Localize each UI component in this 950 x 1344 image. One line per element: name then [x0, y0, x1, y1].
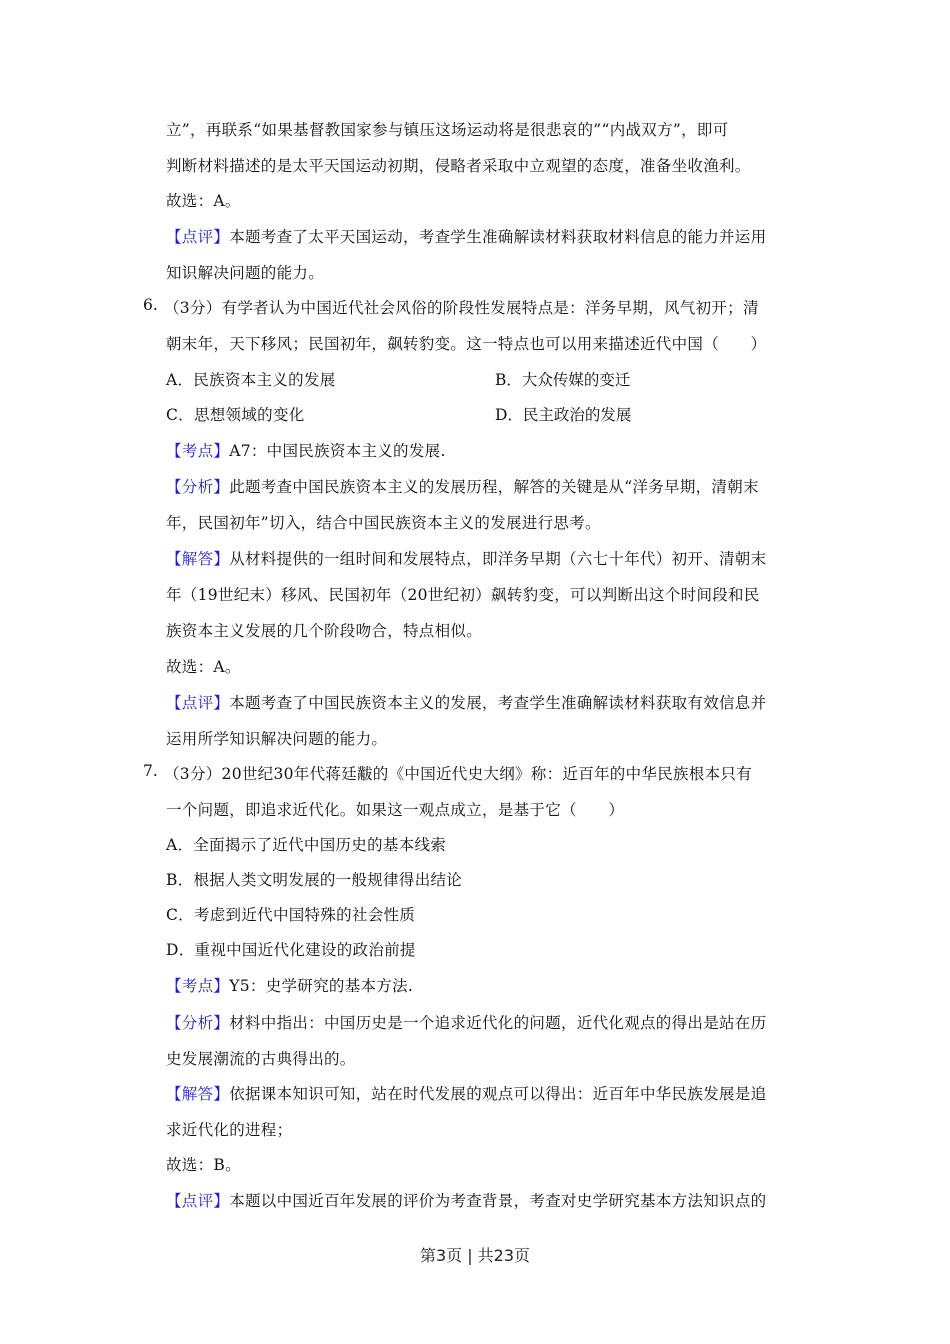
q6-fenxi: 【分析】此题考查中国民族资本主义的发展历程，解答的关键是从“洋务早期，清朝末 [166, 478, 759, 496]
q7-dianping: 【点评】本题以中国近百年发展的评价为考查背景，考查对史学研究基本方法知识点的 [166, 1192, 767, 1210]
q7-option-d: D．重视中国近代化建设的政治前提 [166, 941, 416, 959]
fenxi-tag: 【分析】 [166, 1014, 230, 1032]
q5-comment-line: 知识解决问题的能力。 [166, 264, 325, 282]
q6-stem: 朝末年，天下移风；民国初年，飙转豹变。这一特点也可以用来描述近代中国（ ） [166, 335, 767, 353]
q7-option-b: B．根据人类文明发展的一般规律得出结论 [166, 871, 463, 889]
kaodian-tag: 【考点】 [166, 977, 230, 995]
q5-text-line: 立”，再联系“如果基督教国家参与镇压这场运动将是很悲哀的”“内战双方”，即可 [166, 121, 729, 139]
jieda-tag: 【解答】 [166, 1085, 230, 1103]
q7-stem: 一个问题，即追求近代化。如果这一观点成立，是基于它（ ） [166, 801, 625, 819]
fenxi-tag: 【分析】 [166, 478, 230, 496]
page-footer: 第3页 | 共23页 [419, 1246, 531, 1265]
q6-option-d: D．民主政治的发展 [495, 406, 632, 424]
q5-comment: 【点评】本题考查了太平天国运动，考查学生准确解读材料获取材料信息的能力并运用 [166, 228, 767, 246]
comment-tag: 【点评】 [166, 228, 230, 246]
q6-stem: （3分）有学者认为中国近代社会风俗的阶段性发展特点是：洋务早期，风气初开；清 [164, 299, 759, 317]
q6-jieda-line: 族资本主义发展的几个阶段吻合，特点相似。 [166, 622, 483, 640]
q5-answer: 故选：A。 [166, 192, 241, 210]
q7-option-a: A．全面揭示了近代中国历史的基本线索 [166, 836, 447, 854]
q7-option-c: C．考虑到近代中国特殊的社会性质 [166, 906, 416, 924]
dianping-tag: 【点评】 [166, 1192, 230, 1210]
q6-option-c: C．思想领域的变化 [166, 406, 305, 424]
q6-jieda: 【解答】从材料提供的一组时间和发展特点，即洋务早期（六七十年代）初开、清朝末 [166, 550, 767, 568]
question-number: 7. [143, 762, 158, 780]
q7-jieda: 【解答】依据课本知识可知，站在时代发展的观点可以得出：近百年中华民族发展是追 [166, 1085, 767, 1103]
jieda-tag: 【解答】 [166, 550, 230, 568]
q7-jieda-line: 求近代化的进程； [166, 1121, 293, 1139]
q7-stem: （3分）20世纪30年代蒋廷黻的《中国近代史大纲》称：近百年的中华民族根本只有 [164, 765, 753, 783]
q7-answer: 故选：B。 [166, 1156, 241, 1174]
q7-fenxi: 【分析】材料中指出：中国历史是一个追求近代化的问题，近代化观点的得出是站在历 [166, 1014, 767, 1032]
q7-fenxi-line: 史发展潮流的古典得出的。 [166, 1050, 356, 1068]
q5-text-line: 判断材料描述的是太平天国运动初期，侵略者采取中立观望的态度，准备坐收渔利。 [166, 157, 751, 175]
q6-option-b: B．大众传媒的变迁 [495, 371, 631, 389]
question-number: 6. [143, 296, 158, 314]
q7-kaodian: 【考点】Y5：史学研究的基本方法. [166, 977, 414, 995]
dianping-tag: 【点评】 [166, 694, 230, 712]
q6-fenxi-line: 年，民国初年”切入，结合中国民族资本主义的发展进行思考。 [166, 514, 601, 532]
q6-kaodian: 【考点】A7：中国民族资本主义的发展. [166, 442, 446, 460]
q6-answer: 故选：A。 [166, 658, 241, 676]
q6-dianping: 【点评】本题考查了中国民族资本主义的发展，考查学生准确解读材料获取有效信息并 [166, 694, 767, 712]
q6-jieda-line: 年（19世纪末）移风、民国初年（20世纪初）飙转豹变，可以判断出这个时间段和民 [166, 586, 760, 604]
q6-option-a: A．民族资本主义的发展 [166, 371, 336, 389]
q6-dianping-line: 运用所学知识解决问题的能力。 [166, 730, 388, 748]
kaodian-tag: 【考点】 [166, 442, 230, 460]
